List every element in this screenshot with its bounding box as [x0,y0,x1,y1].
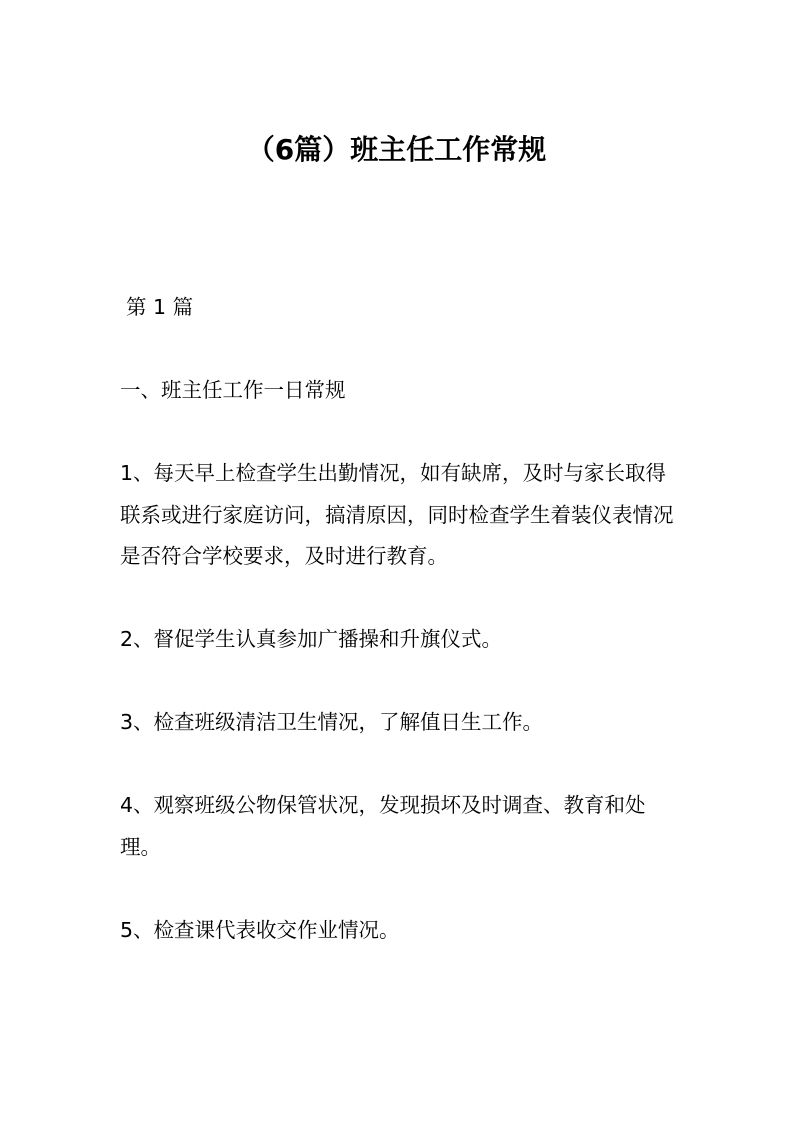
section-heading: 一、班主任工作一日常规 [120,378,346,402]
document-title: （6篇）班主任工作常规 [246,133,547,166]
section-label: 第 1 篇 [126,295,194,319]
paragraph: 4、观察班级公物保管状况，发现损坏及时调查、教育和处理。 [120,793,646,859]
paragraph: 1、每天早上检查学生出勤情况，如有缺席，及时与家长取得联系或进行家庭访问，搞清原因，同时检查学生着装仪表情况是否符合学校要求，及时进行教育。 [120,461,674,568]
document-body [120,287,680,993]
paragraph: 2、督促学生认真参加广播操和升旗仪式。 [120,627,503,651]
paragraph: 5、检查课代表收交作业情况。 [120,917,400,942]
paragraph: 3、检查班级清洁卫生情况，了解值日生工作。 [120,710,544,734]
